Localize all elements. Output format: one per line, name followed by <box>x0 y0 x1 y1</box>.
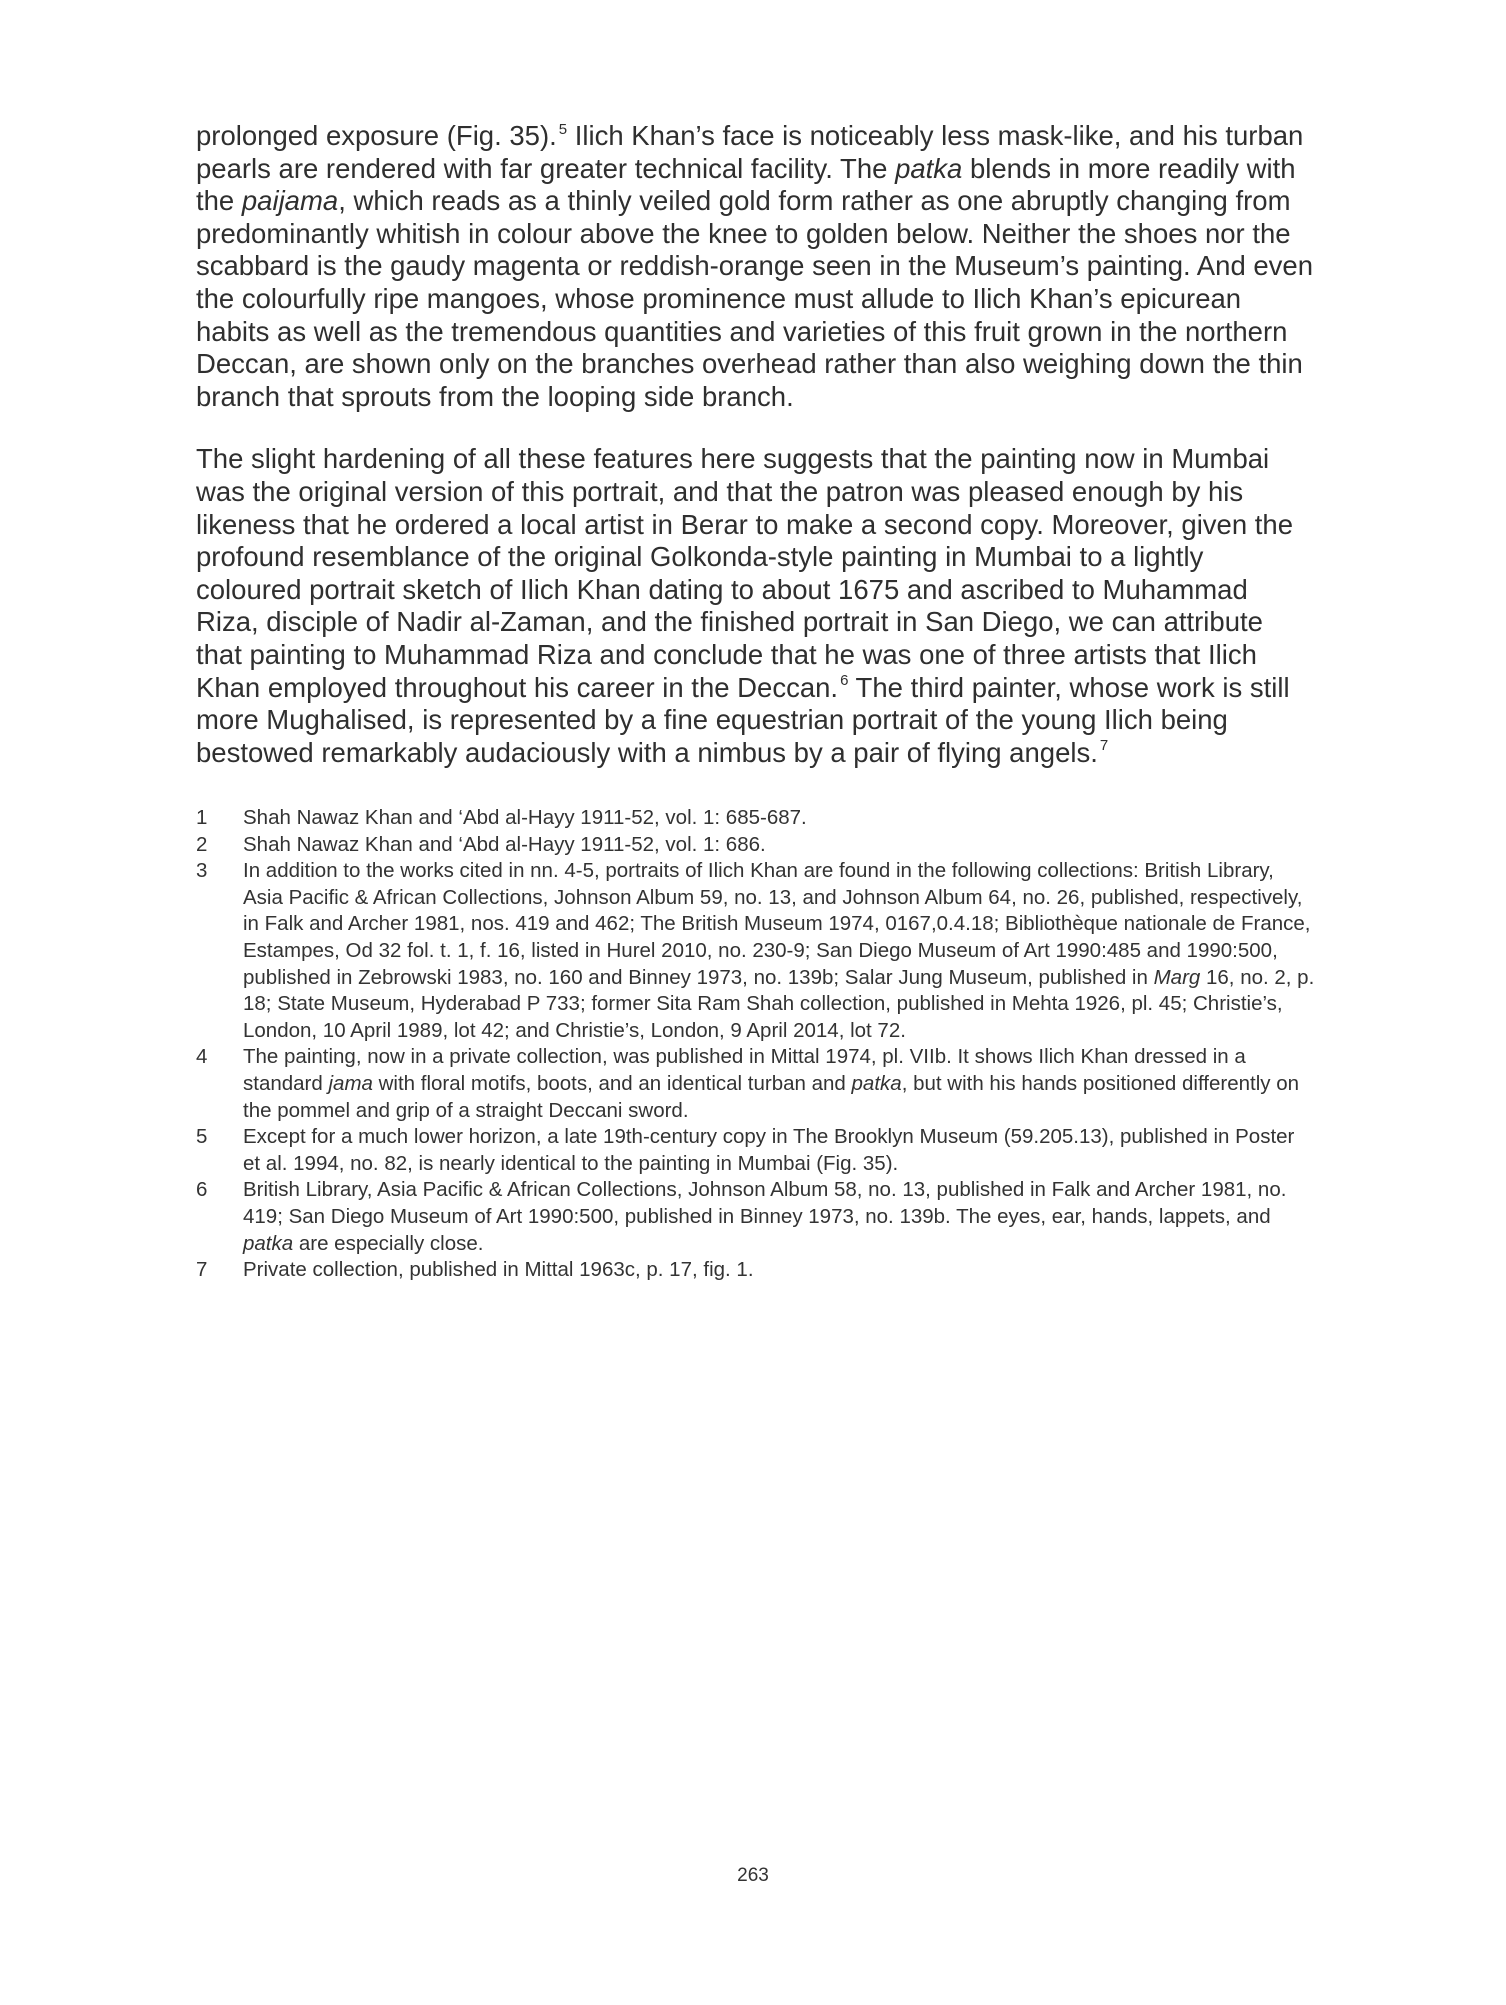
text-run: In addition to the works cited in nn. 4-5, portraits of Ilich Khan are found in the following collections: British Library, Asia Pacific & African Collections, Johnson Album 59, no. 13, and Johnson Album 64, no. 26, published, respectively, in Falk and Archer 1981, nos. 419 and 462; The British Museum 1974, 0167,0.4.18; Bibliothèque nationale de France, Estampes, Od 32 fol. t. 1, f. 16, listed in Hurel 2010, no. 230-9; San Diego Museum of Art 1990:485 and 1990:500, published in Zebrowski 1983, no. 160 and Binney 1973, no. 139b; Salar Jung Museum, published in <box>243 859 1311 989</box>
footnote-reference: 7 <box>1099 737 1109 755</box>
text-run: British Library, Asia Pacific & African Collections, Johnson Album 58, no. 13, published in Falk and Archer 1981, no. 419; San Diego Museum of Art 1990:500, published in Binney 1973, no. 139b. The eyes, ear, hands, lappets, and <box>243 1178 1287 1228</box>
footnote-text <box>243 1257 1316 1284</box>
italic-term: patka <box>851 1071 902 1095</box>
italic-term: patka <box>243 1231 294 1255</box>
italic-term: patka <box>895 152 963 184</box>
text-run: , but with his hands positioned differently on the pommel and grip of a straight Deccani sword. <box>243 1071 1300 1122</box>
footnote-item <box>196 1177 1316 1257</box>
footnote-item <box>196 1257 1316 1284</box>
text-run: Shah Nawaz Khan and ‘Abd al-Hayy 1911-52, vol. 1: 686. <box>243 832 766 856</box>
footnote-text <box>243 1177 1316 1257</box>
footnote-number: 6 <box>196 1178 208 1202</box>
footnote-item <box>196 805 1316 832</box>
italic-term: Marg <box>1153 965 1201 989</box>
body-paragraph <box>196 120 1316 413</box>
body-text <box>196 120 1316 769</box>
text-run: The slight hardening of all these features here suggests that the painting now in Mumbai was the original version of this portrait, and that the patron was pleased enough by his likeness that he ordered a local artist in Berar to make a second copy. Moreover, given the profound resemblance of the original Golkonda-style painting in Mumbai to a lightly coloured portrait sketch of Ilich Khan dating to about 1675 and ascribed to Muhammad Riza, disciple of Nadir al-Zaman, and the finished portrait in San Diego, we can attribute that painting to Muhammad Riza and conclude that he was one of three artists that Ilich Khan employed throughout his career in the Deccan. <box>196 443 1294 703</box>
footnote-text <box>243 858 1316 1044</box>
footnote-item <box>196 1044 1316 1124</box>
italic-term: jama <box>328 1071 373 1095</box>
body-paragraph <box>196 443 1316 769</box>
footnote-number: 1 <box>196 806 208 829</box>
footnote-number: 7 <box>196 1258 208 1282</box>
text-run: , which reads as a thinly veiled gold form rather as one abruptly changing from predominantly whitish in colour above the knee to golden below. Neither the shoes nor the scabbard is the gaudy magenta or reddish-orange seen in the Museum’s painting. And even the colourfully ripe mangoes, whose prominence must allude to Ilich Khan’s epicurean habits as well as the tremendous quantities and varieties of this fruit grown in the northern Deccan, are shown only on the branches overhead rather than also weighing down the thin branch that sprouts from the looping side branch. <box>196 185 1314 412</box>
text-run: The painting, now in a private collection, was published in Mittal 1974, pl. VIIb. It shows Ilich Khan dressed in a standard <box>243 1045 1246 1095</box>
footnote-number: 4 <box>196 1045 208 1069</box>
text-run: are especially close. <box>293 1231 484 1255</box>
footnote-item <box>196 858 1316 1044</box>
text-run: blends in more readily with the <box>196 152 1296 217</box>
footnote-number: 2 <box>196 832 208 856</box>
text-run: Ilich Khan’s face is noticeably less mask-like, and his turban pearls are rendered with far greater technical facility. The <box>196 120 1304 184</box>
italic-term: paijama <box>241 185 339 217</box>
footnote-number: 5 <box>196 1125 208 1149</box>
text-run: Shah Nawaz Khan and ‘Abd al-Hayy 1911-52, vol. 1: 685-687. <box>243 806 807 829</box>
text-run: 16, no. 2, p. 18; State Museum, Hyderabad P 733; former Sita Ram Shah collection, published in Mehta 1926, pl. 45; Christie’s, London, 10 April 1989, lot 42; and Christie’s, London, 9 April 2014, lot 72. <box>243 965 1315 1042</box>
footnotes-list <box>196 805 1316 1284</box>
text-run: The third painter, whose work is still more Mughalised, is represented by a fine equestrian portrait of the young Ilich being bestowed remarkably audaciously with a nimbus by a pair of flying angels. <box>196 671 1290 768</box>
footnote-number: 3 <box>196 859 208 883</box>
footnote-reference: 6 <box>840 672 849 690</box>
footnote-text <box>243 832 1316 859</box>
footnote-text <box>243 805 1316 832</box>
footnote-text <box>243 1044 1316 1124</box>
text-run: prolonged exposure (Fig. 35). <box>196 120 557 151</box>
text-run: Private collection, published in Mittal 1963c, p. 17, fig. 1. <box>243 1258 754 1282</box>
page-number: 263 <box>737 1865 769 1886</box>
text-run: with floral motifs, boots, and an identical turban and <box>372 1071 852 1095</box>
footnote-item <box>196 1124 1316 1177</box>
footnote-reference: 5 <box>558 120 568 138</box>
text-run: Except for a much lower horizon, a late 19th-century copy in The Brooklyn Museum (59.205.13), published in Poster et al. 1994, no. 82, is nearly identical to the painting in Mumbai (Fig. 35). <box>243 1125 1295 1175</box>
footnote-item <box>196 832 1316 859</box>
footnote-text <box>243 1124 1316 1177</box>
